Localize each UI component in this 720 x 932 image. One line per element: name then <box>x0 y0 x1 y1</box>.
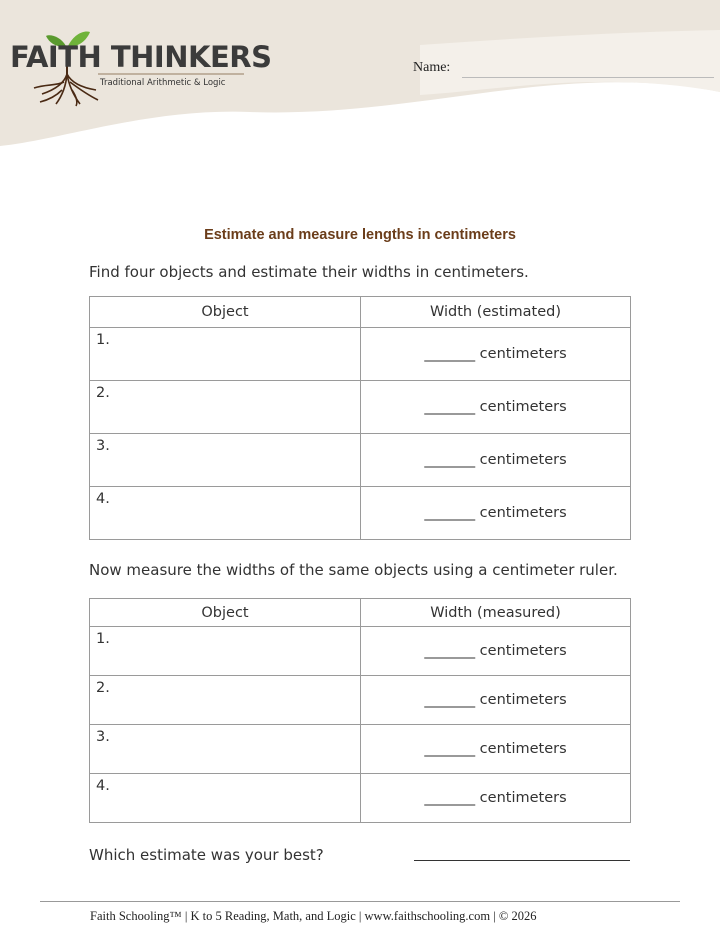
worksheet-title: Estimate and measure lengths in centimeters <box>204 227 516 243</box>
object-cell[interactable] <box>90 627 361 676</box>
object-cell[interactable] <box>90 328 361 381</box>
column-header-object: Object <box>90 297 361 328</box>
object-cell[interactable] <box>90 676 361 725</box>
footer-divider <box>40 901 680 902</box>
estimate-table-header-row <box>90 297 631 328</box>
width-cell[interactable] <box>361 328 631 381</box>
width-cell[interactable] <box>361 676 631 725</box>
row-number: 1. <box>96 631 110 647</box>
best-estimate-question: Which estimate was your best? <box>89 846 324 864</box>
row-number: 2. <box>96 385 110 401</box>
width-cell[interactable] <box>361 487 631 540</box>
width-cell[interactable] <box>361 434 631 487</box>
table-row <box>90 434 631 487</box>
width-cell[interactable] <box>361 774 631 823</box>
object-cell[interactable] <box>90 774 361 823</box>
row-number: 2. <box>96 680 110 696</box>
width-cell[interactable] <box>361 381 631 434</box>
row-number: 4. <box>96 491 110 507</box>
width-cell[interactable] <box>361 725 631 774</box>
brand-name: FAITH THINKERS <box>10 40 272 74</box>
object-cell[interactable] <box>90 381 361 434</box>
width-blank: _______ centimeters <box>424 790 567 806</box>
width-blank: _______ centimeters <box>424 692 567 708</box>
column-header-width-estimated: Width (estimated) <box>361 297 631 328</box>
measure-table <box>89 598 631 823</box>
row-number: 3. <box>96 438 110 454</box>
width-blank: _______ centimeters <box>424 505 567 521</box>
footer-text: Faith Schooling™ | K to 5 Reading, Math, and Logic | www.faithschooling.com | © 2026 <box>90 909 537 923</box>
table-row <box>90 725 631 774</box>
column-header-object: Object <box>90 599 361 627</box>
table-row <box>90 487 631 540</box>
name-field[interactable] <box>462 77 714 78</box>
row-number: 4. <box>96 778 110 794</box>
width-cell[interactable] <box>361 627 631 676</box>
best-estimate-answer-field[interactable] <box>414 860 630 861</box>
name-label: Name: <box>413 60 451 75</box>
measure-instruction: Now measure the widths of the same objects using a centimeter ruler. <box>89 561 618 579</box>
table-row <box>90 676 631 725</box>
table-row <box>90 381 631 434</box>
width-blank: _______ centimeters <box>424 346 567 362</box>
table-row <box>90 328 631 381</box>
estimate-table <box>89 296 631 540</box>
row-number: 3. <box>96 729 110 745</box>
brand-tagline: Traditional Arithmetic & Logic <box>100 78 226 88</box>
row-number: 1. <box>96 332 110 348</box>
object-cell[interactable] <box>90 725 361 774</box>
width-blank: _______ centimeters <box>424 741 567 757</box>
table-row <box>90 627 631 676</box>
width-blank: _______ centimeters <box>424 399 567 415</box>
measure-table-header-row <box>90 599 631 627</box>
estimate-instruction: Find four objects and estimate their widths in centimeters. <box>89 263 529 281</box>
table-row <box>90 774 631 823</box>
column-header-width-measured: Width (measured) <box>361 599 631 627</box>
width-blank: _______ centimeters <box>424 643 567 659</box>
object-cell[interactable] <box>90 487 361 540</box>
width-blank: _______ centimeters <box>424 452 567 468</box>
object-cell[interactable] <box>90 434 361 487</box>
